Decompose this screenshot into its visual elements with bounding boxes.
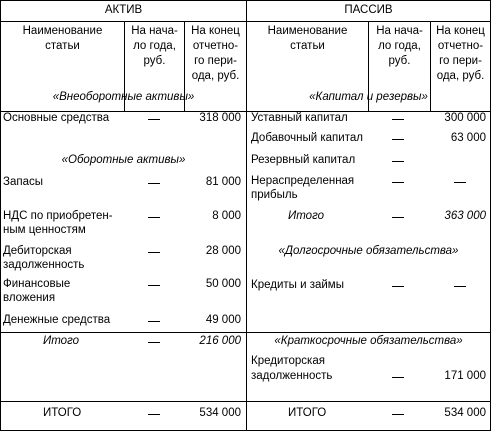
row-additional-capital-end: 63 000 [450, 132, 486, 144]
row-receivables-label-line2: задолженность [3, 259, 85, 271]
section-long-term-liabilities: «Долгосрочные обязательства» [278, 245, 459, 257]
dash [392, 139, 404, 140]
header-start-line1: На нача- [131, 25, 178, 37]
row-liabilities-total-end: 534 000 [444, 407, 486, 419]
dash [392, 414, 404, 415]
row-vat-end: 8 000 [212, 210, 241, 222]
dash [148, 321, 160, 322]
row-reserve-capital-label: Резервный капитал [251, 154, 356, 166]
dash [392, 161, 404, 162]
header-end-line4: ода, руб. [191, 70, 240, 82]
row-assets-total-end: 534 000 [199, 407, 241, 419]
row-payables-end: 171 000 [444, 370, 486, 382]
dash [392, 119, 404, 120]
dash [148, 183, 160, 184]
header-name-line2: статьи [45, 40, 80, 52]
header-name-line1: Наименование [22, 25, 103, 37]
row-additional-capital-label: Добавочный капитал [251, 132, 363, 144]
dash [392, 377, 404, 378]
header-name-line1: Наименование [267, 25, 348, 37]
dash [454, 182, 466, 183]
row-retained-earnings-label-line1: Нераспределенная [251, 175, 355, 187]
row-receivables-end: 28 000 [205, 245, 241, 257]
row-charter-capital-end: 300 000 [444, 112, 486, 124]
divider [1, 332, 490, 333]
row-liabilities-total-label: ИТОГО [288, 407, 327, 419]
header-end-line3: го пери- [439, 55, 482, 67]
section-short-term-liabilities: «Краткосрочные обязательства» [274, 335, 463, 347]
section-capital-reserves: «Капитал и резервы» [309, 91, 428, 103]
row-payables-label-line2: задолженность [251, 370, 333, 382]
dash [392, 286, 404, 287]
header-start-line2: ло года, [133, 40, 176, 52]
row-retained-earnings-label-line2: прибыль [251, 189, 298, 201]
row-fixed-assets-label: Основные средства [3, 112, 110, 124]
header-start-line2: ло года, [378, 40, 421, 52]
header-start-line1: На нача- [376, 25, 423, 37]
row-payables-label-line1: Кредиторская [251, 355, 325, 367]
row-investments-label-line1: Финансовые [3, 278, 71, 290]
header-end-line1: На конец [191, 25, 240, 37]
dash [392, 182, 404, 183]
row-investments-label-line2: вложения [3, 292, 56, 304]
dash [148, 119, 160, 120]
header-end-line4: ода, руб. [436, 70, 485, 82]
dash [148, 252, 160, 253]
header-end-line3: го пери- [194, 55, 237, 67]
dash [148, 342, 160, 343]
header-end-line2: отчетно- [437, 40, 484, 52]
header-passiv: ПАССИВ [344, 4, 393, 16]
dash [454, 286, 466, 287]
center-divider [246, 1, 247, 430]
row-inventory-end: 81 000 [205, 176, 241, 188]
header-name-line2: статьи [290, 40, 325, 52]
header-end-line2: отчетно- [192, 40, 239, 52]
row-capital-subtotal-end: 363 000 [444, 210, 486, 222]
row-charter-capital-label: Уставный капитал [251, 112, 348, 124]
dash [148, 217, 160, 218]
row-vat-label-line2: ным ценностям [3, 224, 86, 236]
row-assets-subtotal-end: 216 000 [199, 335, 241, 347]
row-loans-label: Кредиты и займы [251, 279, 344, 291]
section-current-assets: «Оборотные активы» [61, 154, 186, 166]
header-start-line3: руб. [388, 55, 411, 67]
row-assets-subtotal-label: Итого [43, 335, 80, 347]
divider [1, 401, 490, 402]
row-inventory-label: Запасы [3, 176, 43, 188]
row-receivables-label-line1: Дебиторская [3, 245, 72, 257]
header-activ: АКТИВ [104, 4, 143, 16]
section-noncurrent-assets: «Внеоборотные активы» [52, 91, 195, 103]
row-cash-label: Денежные средства [3, 314, 111, 326]
row-fixed-assets-end: 318 000 [199, 112, 241, 124]
divider [1, 21, 490, 22]
dash [148, 414, 160, 415]
row-assets-total-label: ИТОГО [43, 407, 82, 419]
header-end-line1: На конец [436, 25, 485, 37]
row-investments-end: 50 000 [205, 278, 241, 290]
row-capital-subtotal-label: Итого [288, 210, 325, 222]
dash [148, 285, 160, 286]
row-cash-end: 49 000 [205, 314, 241, 326]
dash [392, 217, 404, 218]
header-start-line3: руб. [143, 55, 166, 67]
row-vat-label-line1: НДС по приобретен- [3, 210, 113, 222]
